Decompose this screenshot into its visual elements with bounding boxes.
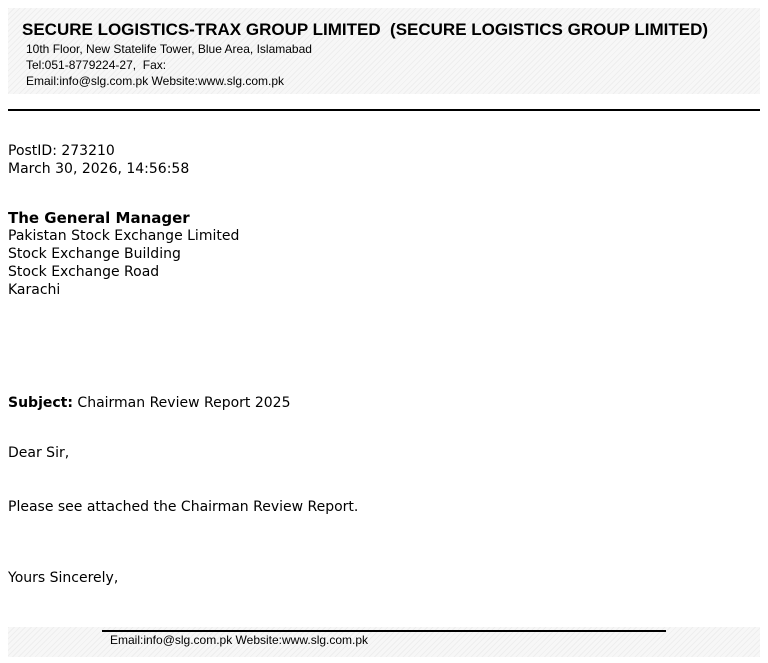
recipient-address-line: Pakistan Stock Exchange Limited (8, 228, 240, 244)
subject-label: Subject: (8, 395, 73, 411)
header-divider (8, 109, 760, 111)
salutation: Dear Sir, (8, 445, 70, 461)
recipient-title: The General Manager (8, 209, 190, 227)
recipient-address-line: Stock Exchange Road (8, 264, 160, 280)
footer-email-website: Email:info@slg.com.pk Website:www.slg.com.pk (110, 633, 369, 647)
post-date: March 30, 2026, 14:56:58 (8, 161, 190, 177)
company-address: 10th Floor, New Statelife Tower, Blue Area, Islamabad (26, 42, 312, 56)
company-name: SECURE LOGISTICS-TRAX GROUP LIMITED (SECURE LOGISTICS GROUP LIMITED) (22, 20, 709, 39)
footer-divider (102, 630, 666, 632)
recipient-address-line: Karachi (8, 282, 61, 298)
post-id: PostID: 273210 (8, 143, 115, 159)
footer (8, 627, 760, 657)
subject-text: Chairman Review Report 2025 (72, 395, 291, 411)
letterhead (8, 8, 760, 94)
subject-line (8, 395, 290, 411)
recipient-address-line: Stock Exchange Building (8, 246, 181, 262)
company-email-website: Email:info@slg.com.pk Website:www.slg.com.pk (26, 74, 285, 88)
body-text: Please see attached the Chairman Review Report. (8, 499, 359, 515)
closing: Yours Sincerely, (8, 570, 119, 586)
company-phone: Tel:051-8779224-27, Fax: (26, 58, 167, 72)
